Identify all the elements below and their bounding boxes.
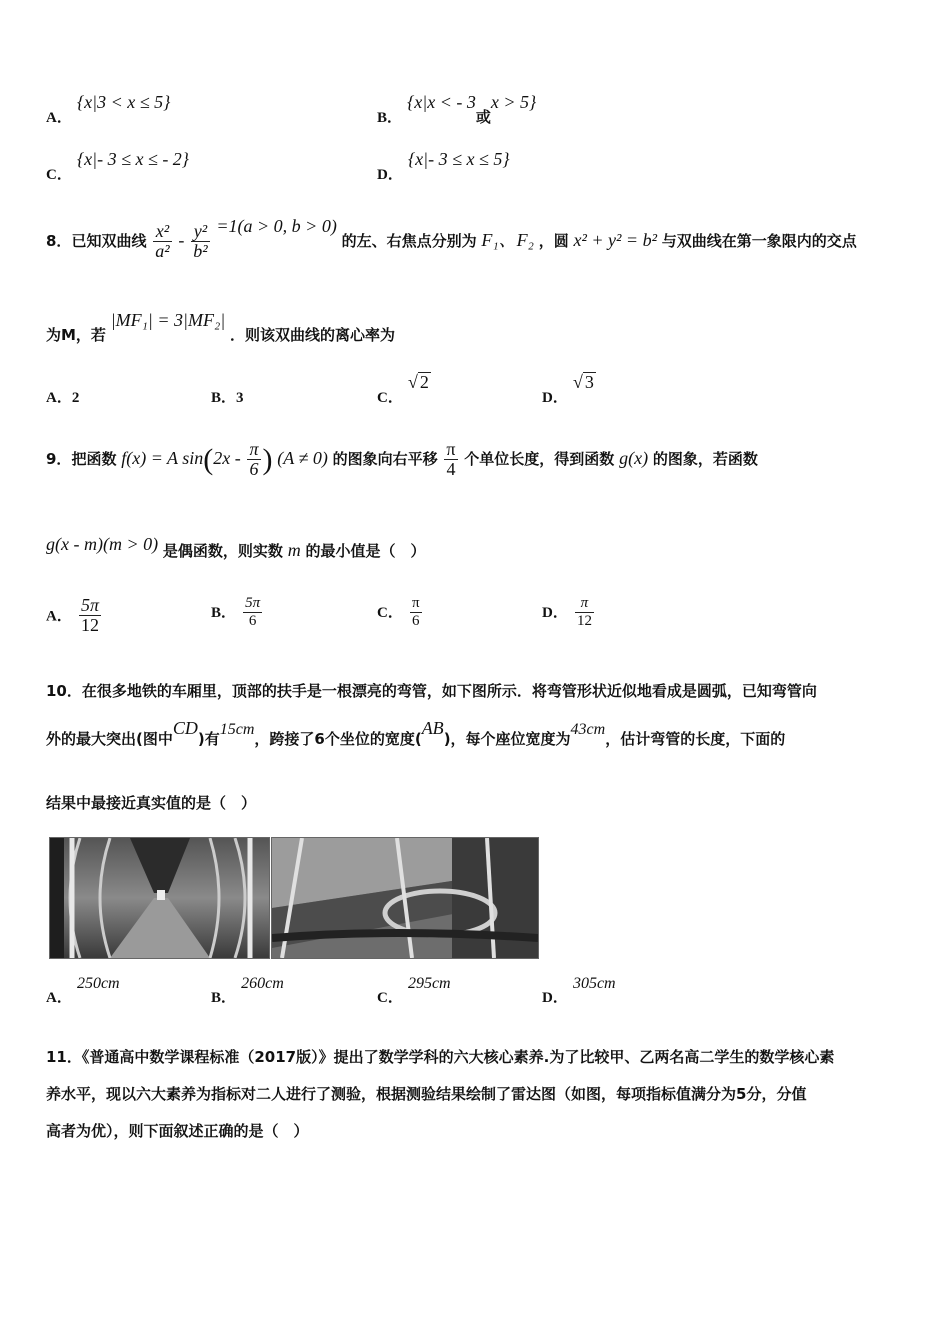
q8-option-c: C． √ 2: [377, 372, 429, 406]
q10-15cm: 15cm: [219, 721, 255, 738]
q9-stem-line2: g(x - m)(m > 0) 是偶函数，则实数 m 的最小值是（ ）: [46, 534, 426, 560]
subway-photo-left: [49, 837, 270, 959]
q9-condition: (A ≠ 0): [277, 447, 328, 468]
q9-g: g(x): [619, 447, 649, 468]
q7-option-a-math: {x|3 < x ≤ 5}: [76, 92, 171, 112]
q7-option-c: C． {x|- 3 ≤ x ≤ - 2}: [46, 149, 190, 183]
q7-option-b: B． {x|x < - 3或x > 5}: [377, 92, 537, 126]
q7-option-b-math-2: x > 5}: [490, 92, 537, 112]
q9-stem-line1: 9．把函数 f(x) = A sin(2x - $\frac{\pi}{6}$ ) (A ≠ 0) 的图象向右平移 $\frac{\pi}{4}$ 个单位长度，得到函数 g(x) 的图象，若函数: [46, 439, 758, 479]
q9-g-shift: g(x - m)(m > 0): [46, 534, 159, 554]
q10-43cm: 43cm: [570, 721, 606, 738]
q8-eq: =1(a > 0, b > 0): [216, 215, 337, 236]
q9-option-c: C． $\frac{\pi}{6}$: [377, 595, 420, 629]
q8-stem-line2: 为M，若 |MF₁| = 3|MF₂| ．则该双曲线的离心率为: [46, 310, 395, 344]
q7-option-d: D． {x|- 3 ≤ x ≤ 5}: [377, 149, 510, 183]
q10-option-b: B． 260cm: [211, 975, 284, 1006]
q8-foci: F₁、F₂: [481, 229, 534, 250]
sqrt-icon: √: [572, 372, 583, 392]
q9-frac-pi-6: $\frac{\pi}{6}$: [249, 439, 259, 479]
q10-option-d: D． 305cm: [542, 975, 616, 1006]
q7-option-c-math: {x|- 3 ≤ x ≤ - 2}: [76, 149, 190, 169]
q9-m: m: [287, 540, 301, 560]
q9-f: f(x) = A sin: [121, 447, 204, 468]
q10-ab: AB: [421, 718, 444, 738]
q7-option-b-math-1: {x|x < - 3: [407, 92, 476, 112]
subway-corridor-image: [50, 838, 269, 958]
subway-handrail-image: [272, 838, 538, 958]
q11-stem-line1: 11．《普通高中数学课程标准（2017版）》提出了数学学科的六大核心素养.为了比较甲、乙两名高二学生的数学核心素: [46, 1048, 835, 1066]
q8-option-d: D． √ 3: [542, 372, 594, 406]
q9-option-b: B． $\frac{5\pi}{6}$: [211, 595, 261, 629]
q10-cd: CD: [172, 718, 198, 738]
q9-option-a: A． $\frac{5\pi}{12}$: [46, 595, 99, 635]
q9-frac-pi-4: $\frac{\pi}{4}$: [446, 439, 456, 479]
q7-option-a: A． {x|3 < x ≤ 5}: [46, 92, 171, 126]
q10-option-c: C． 295cm: [377, 975, 451, 1006]
q8-condition: |MF₁| = 3|MF₂|: [110, 310, 226, 330]
q7-option-b-conj: 或: [475, 108, 491, 126]
q11-stem-line3: 高者为优），则下面叙述正确的是（ ）: [46, 1122, 309, 1140]
q8-circle: x² + y² = b²: [573, 229, 657, 250]
q8-frac-x: $\frac{\text{x²}}{\text{a²}}$: [155, 221, 170, 261]
q10-option-a: A． 250cm: [46, 975, 120, 1006]
q10-stem-line2: 外的最大突出(图中CD)有15cm，跨接了6个坐位的宽度(AB)，每个座位宽度为43cm，估计弯管的长度，下面的: [46, 718, 786, 748]
q10-stem-line1: 10．在很多地铁的车厢里，顶部的扶手是一根漂亮的弯管，如下图所示．将弯管形状近似地看成是圆弧，已知弯管向: [46, 682, 817, 700]
subway-photo-right: [271, 837, 539, 959]
q10-stem-line3: 结果中最接近真实值的是（ ）: [46, 794, 257, 812]
q11-stem-line2: 养水平，现以六大素养为指标对二人进行了测验，根据测验结果绘制了雷达图（如图，每项指标值满分为5分，分值: [46, 1085, 807, 1103]
sqrt-icon: √: [407, 372, 418, 392]
q7-option-d-math: {x|- 3 ≤ x ≤ 5}: [407, 149, 510, 169]
q8-option-b: B．3: [211, 390, 244, 406]
q8-option-a: A．2: [46, 390, 80, 406]
q8-stem-line1: 8．已知双曲线 $\frac{\text{x²}}{\text{a²}}$ - $\frac{\text{y²}}{\text{b²}}$ =1(a > 0, b > 0) 的左、右焦点分别为 F₁、F₂ ，圆 x² + y² = b² 与双曲线在第一象限内的交点: [46, 215, 857, 261]
q8-frac-y: $\frac{\text{y²}}{\text{b²}}$: [193, 221, 208, 261]
q9-option-d: D． $\frac{\pi}{12}$: [542, 595, 592, 629]
